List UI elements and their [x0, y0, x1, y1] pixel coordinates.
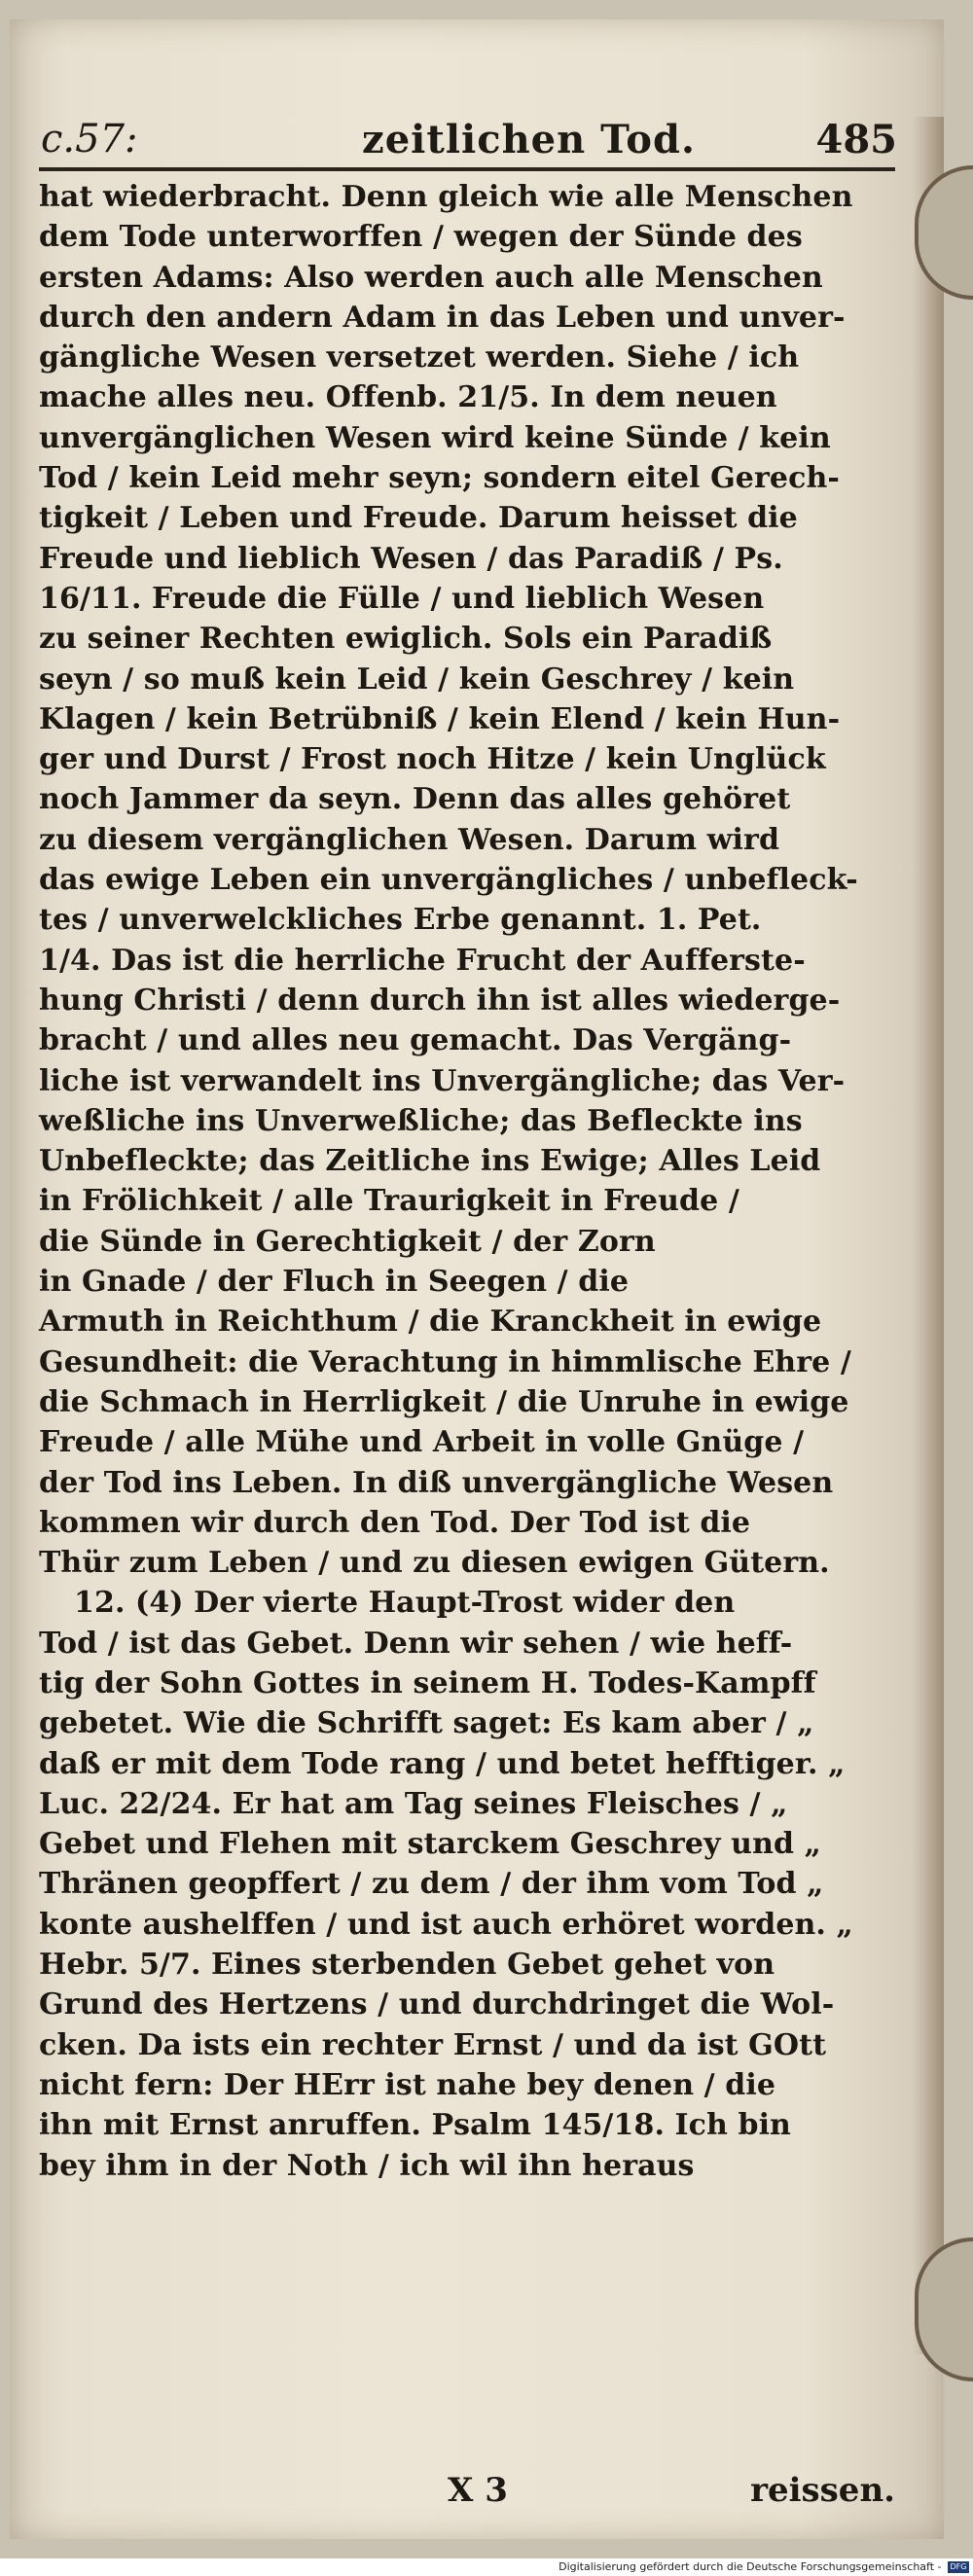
text-line: Luc. 22/24. Er hat am Tag seines Fleisches / „: [39, 1786, 788, 1821]
text-line: die Sünde in Gerechtigkeit / der Zorn: [39, 1224, 656, 1259]
text-line: bracht / und alles neu gemacht. Das Vergäng-: [39, 1023, 792, 1058]
text-line: zu diesem vergänglichen Wesen. Darum wird: [39, 822, 780, 857]
text-line: Klagen / kein Betrübniß / kein Elend / kein Hun-: [39, 701, 841, 736]
text-line: Gesundheit: die Verachtung in himmlische Ehre /: [39, 1344, 851, 1379]
text-line: 16/11. Freude die Fülle / und lieblich Wesen: [39, 581, 765, 616]
text-line: hung Christi / denn durch ihn ist alles wiederge-: [39, 983, 841, 1018]
text-line: ihn mit Ernst anruffen. Psalm 145/18. Ich bin: [39, 2108, 791, 2143]
catchword: reissen.: [750, 2471, 895, 2510]
text-line: noch Jammer da seyn. Denn das alles gehöret: [39, 782, 791, 817]
text-line: Thür zum Leben / und zu diesen ewigen Gütern.: [39, 1546, 830, 1581]
text-line: tigkeit / Leben und Freude. Darum heisset die: [39, 501, 798, 536]
text-line: das ewige Leben ein unvergängliches / unbefleck-: [39, 863, 858, 898]
text-line: konte aushelffen / und ist auch erhöret worden. „: [39, 1907, 853, 1942]
text-line: hat wiederbracht. Denn gleich wie alle Menschen: [39, 180, 853, 214]
text-line: Gebet und Flehen mit starckem Geschrey und „: [39, 1827, 821, 1862]
text-line: Hebr. 5/7. Eines sterbenden Gebet gehet von: [39, 1948, 775, 1983]
body-text: [39, 177, 905, 2186]
text-line: tes / unverwelckliches Erbe genannt. 1. Pet.: [39, 903, 762, 938]
text-line: kommen wir durch den Tod. Der Tod ist die: [39, 1505, 751, 1540]
text-line: Tod / kein Leid mehr seyn; sondern eitel Gerech-: [39, 461, 840, 496]
text-line: Armuth in Reichthum / die Kranckheit in ewige: [39, 1305, 822, 1340]
text-line: in Frölichkeit / alle Traurigkeit in Freude /: [39, 1184, 739, 1219]
text-line: zu seiner Rechten ewiglich. Sols ein Paradiß: [39, 622, 773, 657]
text-line: Thränen geopffert / zu dem / der ihm vom Tod „: [39, 1867, 824, 1902]
text-line: gebetet. Wie die Schrifft saget: Es kam aber / „: [39, 1706, 814, 1741]
text-line: ersten Adams: Also werden auch alle Menschen: [39, 260, 823, 295]
text-line: tig der Sohn Gottes in seinem H. Todes-Kampff: [39, 1665, 816, 1700]
running-title: zeitlichen Tod.: [362, 117, 696, 162]
digitization-credit: [0, 2558, 969, 2576]
text-line: mache alles neu. Offenb. 21/5. In dem neuen: [39, 380, 777, 415]
credit-text: Digitalisierung gefördert durch die Deutsche Forschungsgemeinschaft -: [559, 2560, 942, 2573]
text-line: daß er mit dem Tode rang / und betet hefftiger. „: [39, 1746, 846, 1781]
text-line: Unbefleckte; das Zeitliche ins Ewige; Alles Leid: [39, 1144, 821, 1179]
running-header: [41, 117, 897, 169]
text-line: nicht fern: Der HErr ist nahe bey denen / die: [39, 2067, 776, 2102]
text-line: unvergänglichen Wesen wird keine Sünde / kein: [39, 420, 831, 455]
text-line: Freude / alle Mühe und Arbeit in volle Gnüge /: [39, 1425, 805, 1460]
text-line: Tod / ist das Gebet. Denn wir sehen / wie heff-: [39, 1626, 793, 1661]
text-line: dem Tode unterworffen / wegen der Sünde des: [39, 220, 803, 255]
page-edge-shadow: [913, 117, 944, 2354]
text-line: 1/4. Das ist die herrliche Frucht der Aufferste-: [39, 943, 806, 978]
page-footer: [39, 2471, 895, 2520]
text-line: die Schmach in Herrligkeit / die Unruhe in ewige: [39, 1384, 849, 1419]
text-line: Freude und lieblich Wesen / das Paradiß / Ps.: [39, 541, 783, 576]
chapter-marker: c.57:: [41, 117, 138, 161]
text-line: gängliche Wesen versetzet werden. Siehe / ich: [39, 340, 800, 376]
text-line: in Gnade / der Fluch in Seegen / die: [39, 1265, 630, 1300]
signature-mark: X 3: [448, 2471, 508, 2510]
text-line: liche ist verwandelt ins Unvergängliche; das Ver-: [39, 1063, 846, 1098]
text-line: durch den andern Adam in das Leben und unver-: [39, 300, 846, 335]
text-line: weßliche ins Unverweßliche; das Befleckte ins: [39, 1103, 803, 1138]
text-line: ger und Durst / Frost noch Hitze / kein Unglück: [39, 742, 826, 777]
text-line: seyn / so muß kein Leid / kein Geschrey / kein: [39, 662, 795, 697]
text-line: cken. Da ists ein rechter Ernst / und da ist GOtt: [39, 2027, 827, 2062]
paragraph-start-line: 12. (4) Der vierte Haupt-Trost wider den: [74, 1586, 736, 1621]
dfg-logo-icon: DFG: [948, 2561, 969, 2573]
text-line: Grund des Hertzens / und durchdringet die Wol-: [39, 1987, 835, 2022]
text-line: bey ihm in der Noth / ich wil ihn heraus: [39, 2148, 695, 2183]
page-number: 485: [815, 117, 897, 162]
text-line: der Tod ins Leben. In diß unvergängliche Wesen: [39, 1465, 834, 1500]
header-rule: [39, 167, 895, 171]
